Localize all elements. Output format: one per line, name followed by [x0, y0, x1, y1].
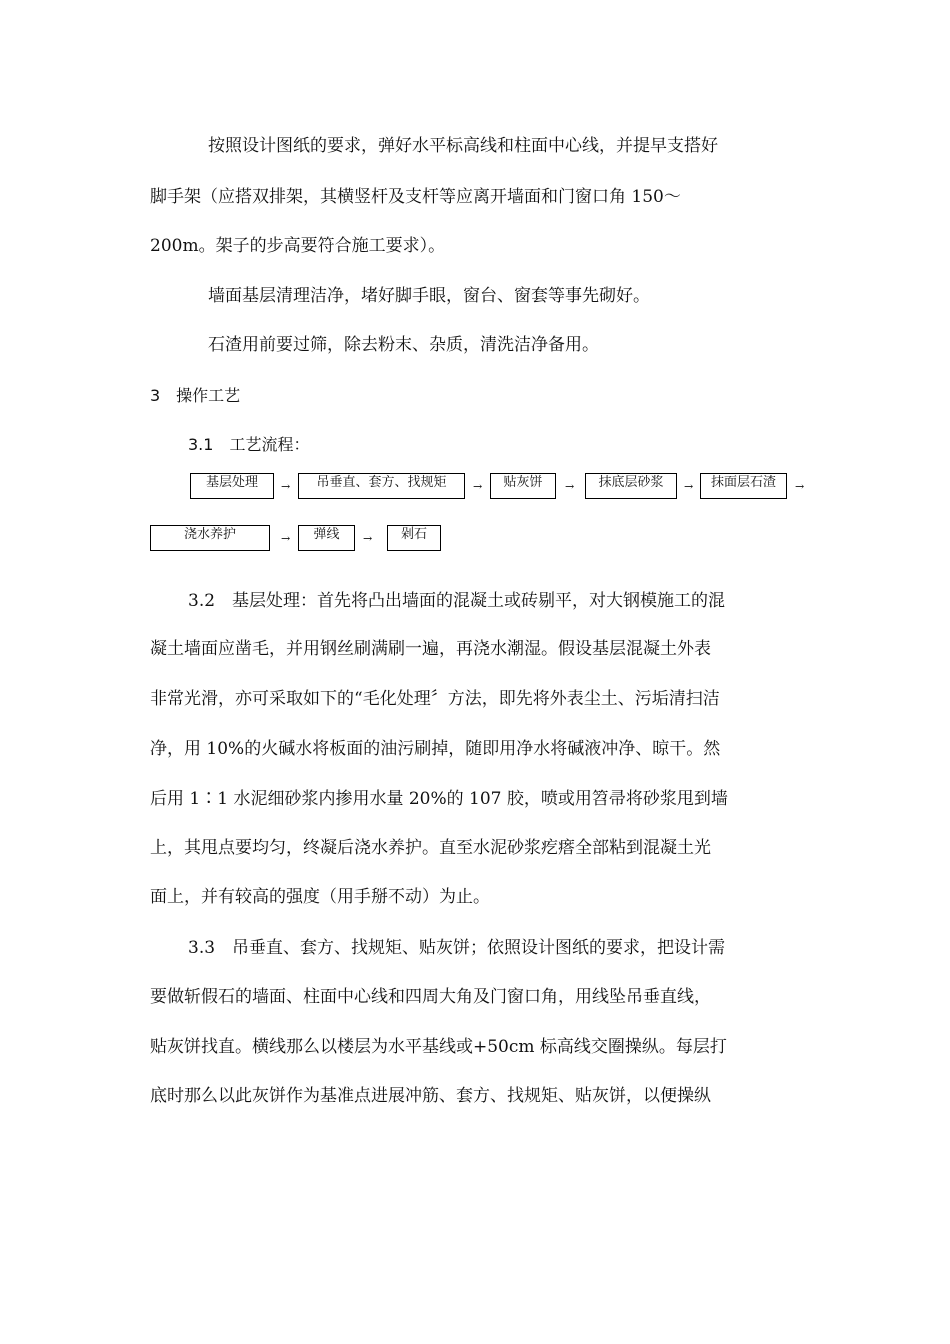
flow-step-plumb-square: 吊垂直、套方、找规矩 — [298, 473, 465, 499]
flow-step-dabs: 贴灰饼 — [490, 473, 556, 499]
flow-step-surface-stone: 抹面层石渣 — [700, 473, 787, 499]
section-3-2-line-3: 非常光滑，亦可采取如下的“毛化处理〞方法，即先将外表尘土、污垢清扫洁 — [150, 689, 720, 709]
section-3-3-line-2: 要做斩假石的墙面、柱面中心线和四周大角及门窗口角，用线坠吊垂直线， — [150, 987, 711, 1007]
flow-step-chisel-stone: 剁石 — [387, 525, 441, 551]
flow-step-base-mortar: 抹底层砂浆 — [585, 473, 677, 499]
flow-arrow: → — [363, 532, 373, 545]
flow-arrow: → — [684, 480, 694, 493]
section-3-1-heading: 3.1 工艺流程： — [188, 435, 310, 454]
flow-step-water-curing: 浇水养护 — [150, 525, 270, 551]
section-3-3-line-3: 贴灰饼找直。横线那么以楼层为水平基线或+50cm 标高线交圈操纵。每层打 — [150, 1037, 727, 1057]
section-3-3-line-4: 底时那么以此灰饼作为基准点进展冲筋、套方、找规矩、贴灰饼，以便操纵 — [150, 1086, 711, 1106]
flow-step-base-treatment: 基层处理 — [190, 473, 274, 499]
section-3-2-line-6: 上，其甩点要均匀，终凝后浇水养护。直至水泥砂浆疙瘩全部粘到混凝土光 — [150, 838, 711, 858]
section-3-2-line-1: 3.2 基层处理：首先将凸出墙面的混凝土或砖剔平，对大钢模施工的混 — [188, 591, 726, 611]
section-3-heading: 3 操作工艺 — [150, 386, 241, 405]
intro-line-3: 200m。架子的步高要符合施工要求）。 — [150, 236, 446, 256]
flow-arrow: → — [795, 480, 805, 493]
flow-arrow: → — [473, 480, 483, 493]
prep-stone-paragraph: 石渣用前要过筛，除去粉末、杂质，清洗洁净备用。 — [208, 335, 599, 355]
prep-wall-paragraph: 墙面基层清理洁净，堵好脚手眼，窗台、窗套等事先砌好。 — [208, 286, 650, 306]
flow-arrow: → — [565, 480, 575, 493]
section-3-2-line-7: 面上，并有较高的强度（用手掰不动）为止。 — [150, 887, 490, 907]
section-3-2-line-4: 净，用 10%的火碱水将板面的油污刷掉，随即用净水将碱液冲净、晾干。然 — [150, 739, 721, 759]
flow-step-snap-line: 弹线 — [298, 525, 355, 551]
flow-arrow: → — [281, 480, 291, 493]
section-3-2-line-2: 凝土墙面应凿毛，并用钢丝刷满刷一遍，再浇水潮湿。假设基层混凝土外表 — [150, 639, 711, 659]
section-3-3-line-1: 3.3 吊垂直、套方、找规矩、贴灰饼；依照设计图纸的要求，把设计需 — [188, 938, 726, 958]
intro-line-1: 按照设计图纸的要求，弹好水平标高线和柱面中心线，并提早支搭好 — [208, 136, 718, 156]
flow-arrow: → — [281, 532, 291, 545]
section-3-2-line-5: 后用 1∶1 水泥细砂浆内掺用水量 20%的 107 胶，喷或用笤帚将砂浆甩到墙 — [150, 789, 728, 809]
intro-line-2: 脚手架（应搭双排架，其横竖杆及支杆等应离开墙面和门窗口角 150～ — [150, 187, 681, 207]
